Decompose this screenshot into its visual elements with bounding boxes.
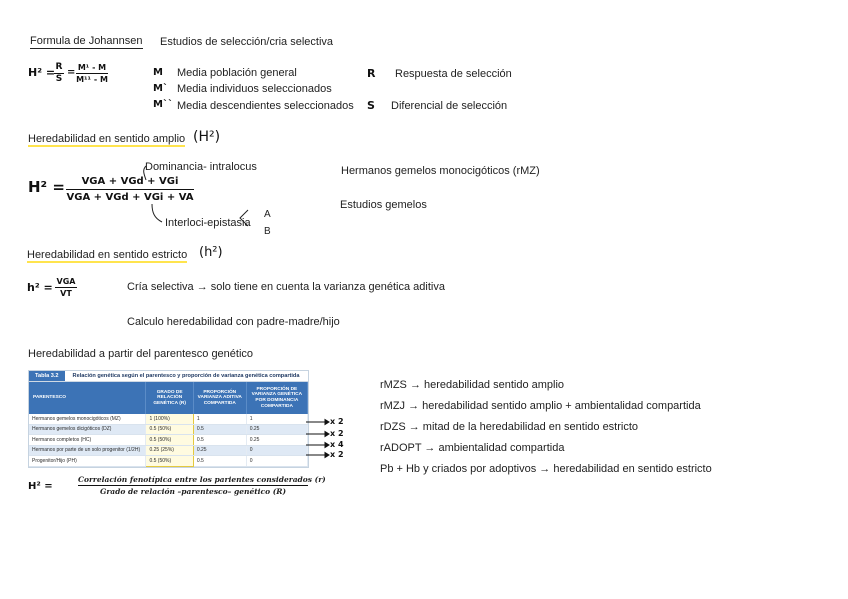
parentesco-formula-lhs: H² = [28, 481, 53, 492]
header-grado: GRADO DE RELACIÓN GENÉTICA (R) [146, 382, 193, 414]
legend-s-sym: S [367, 99, 375, 112]
legend-s-text: Diferencial de selección [391, 100, 508, 112]
cell-dominancia: 0.25 [246, 424, 307, 435]
amplio-note-b: B [264, 226, 271, 237]
multiplier-halfsib: x 4 [330, 440, 344, 449]
cell-dominancia: 1 [246, 414, 307, 424]
multiplier-arrows [306, 418, 330, 462]
legend-m1-text: Media individuos seleccionados [177, 83, 332, 95]
amplio-denominator: VGA + VGd + VGi + VA [66, 192, 194, 203]
cell-dominancia: 0 [246, 445, 307, 456]
amplio-numerator: VGA + VGd + VGi [66, 175, 194, 190]
estricto-title: Heredabilidad en sentido estricto [27, 249, 188, 261]
frac-s: S [55, 74, 63, 84]
note-radopt: rADOPT → ambientalidad compartida [380, 442, 565, 454]
amplio-title: Heredabilidad en sentido amplio [28, 133, 186, 145]
cell-aditiva: 0.25 [193, 445, 246, 456]
legend-m-text: Media población general [177, 67, 297, 79]
multiplier-hc: x 2 [330, 429, 344, 438]
frac-m-num: M¹ - M [77, 63, 107, 72]
johannsen-eq: = [67, 67, 76, 78]
legend-m2-sym: M`` [153, 99, 173, 110]
amplio-note-interloci: Interloci-epistasia [165, 217, 251, 229]
frac-m-den: M¹¹ - M [76, 75, 108, 84]
parentesco-formula-num: Correlación fenotípica entre los parientes considerados (r) [78, 475, 326, 484]
cell-dominancia: 0.25 [246, 435, 307, 446]
table-row [29, 456, 308, 467]
cell-parentesco: Hermanos completos (HC) [29, 435, 146, 446]
cell-parentesco: Progenitor/Hijo (PH) [29, 456, 146, 467]
table-row [29, 414, 308, 424]
table-row [29, 424, 308, 435]
johannsen-fraction-m [76, 62, 108, 85]
estricto-den: VT [60, 289, 72, 298]
multiplier-dz: x 2 [330, 417, 344, 426]
cell-parentesco: Hermanos por parte de un solo progenitor (1/2H) [29, 445, 146, 456]
frac-r: R [55, 62, 63, 72]
johannsen-subtitle: Estudios de selección/cria selectiva [160, 36, 334, 48]
note-rmzs: rMZS → heredabilidad sentido amplio [380, 379, 565, 391]
amplio-note-dominancia: Dominancia- intralocus [145, 161, 257, 173]
table-row [29, 445, 308, 456]
cell-grado: 0.25 (25%) [146, 445, 193, 456]
cell-aditiva: 0.5 [193, 456, 246, 467]
cell-dominancia: 0 [246, 456, 307, 467]
cell-aditiva: 0.5 [193, 435, 246, 446]
cell-parentesco: Hermanos gemelos dicigóticos (DZ) [29, 424, 146, 435]
cell-aditiva: 0.5 [193, 424, 246, 435]
table-row [29, 435, 308, 446]
table-title-bar [29, 371, 308, 382]
estricto-lhs: h² = [27, 281, 53, 294]
parentesco-formula-den: Grado de relación –parentesco– genético (R) [99, 487, 287, 496]
amplio-note-a: A [264, 209, 271, 220]
header-dominancia: PROPORCIÓN DE VARIANZA GENÉTICA POR DOMINANCIA COMPARTIDA [246, 382, 307, 414]
amplio-side-gemelos-mz: Hermanos gemelos monocigóticos (rMZ) [341, 165, 540, 177]
note-rmzj: rMZJ → heredabilidad sentido amplio + ambientalidad compartida [380, 400, 701, 412]
estricto-line-cria: Cría selectiva → solo tiene en cuenta la varianza genética aditiva [127, 281, 445, 293]
note-rdzs: rDZS → mitad de la heredabilidad en sentido estricto [380, 421, 639, 433]
relacion-genetica-table [28, 370, 309, 468]
legend-m1-sym: M` [153, 83, 168, 94]
estricto-num: VGA [56, 277, 76, 286]
cell-grado: 0.5 (50%) [146, 435, 193, 446]
table-caption: Relación genética según el parentesco y proporción de varianza genética compartida [72, 373, 300, 379]
legend-m2-text: Media descendientes seleccionados [177, 100, 354, 112]
header-parentesco: PARENTESCO [29, 382, 146, 414]
cell-grado: 0.5 (50%) [146, 456, 193, 467]
amplio-lhs: H² = [28, 178, 65, 196]
legend-r-sym: R [367, 67, 376, 80]
estricto-line-calculo: Calculo heredabilidad con padre-madre/hijo [127, 316, 340, 328]
parentesco-formula-fraction [78, 474, 326, 498]
cell-grado: 1 (100%) [146, 414, 193, 424]
cell-parentesco: Hermanos gemelos monocigóticos (MZ) [29, 414, 146, 424]
legend-m-sym: M [153, 67, 163, 78]
cell-aditiva: 1 [193, 414, 246, 424]
johannsen-lhs: H² = [28, 66, 56, 79]
amplio-side-estudios: Estudios gemelos [340, 199, 427, 211]
amplio-symbol: (H²) [193, 129, 221, 145]
cell-grado: 0.5 (50%) [146, 424, 193, 435]
estricto-symbol: (h²) [199, 245, 223, 260]
table-tag: Tabla 3.2 [29, 371, 65, 381]
multiplier-ph: x 2 [330, 450, 344, 459]
parentesco-title: Heredabilidad a partir del parentesco genético [28, 348, 254, 360]
table-body [29, 382, 308, 467]
johannsen-fraction-rs [54, 62, 64, 85]
table-header-row [29, 382, 308, 414]
johannsen-title: Formula de Johannsen [30, 35, 143, 47]
header-aditiva: PROPORCIÓN VARIANZA ADITIVA COMPARTIDA [193, 382, 246, 414]
legend-r-text: Respuesta de selección [395, 68, 512, 80]
estricto-fraction [55, 276, 77, 300]
note-pb-hb: Pb + Hb y criados por adoptivos → heredabilidad en sentido estricto [380, 463, 712, 475]
